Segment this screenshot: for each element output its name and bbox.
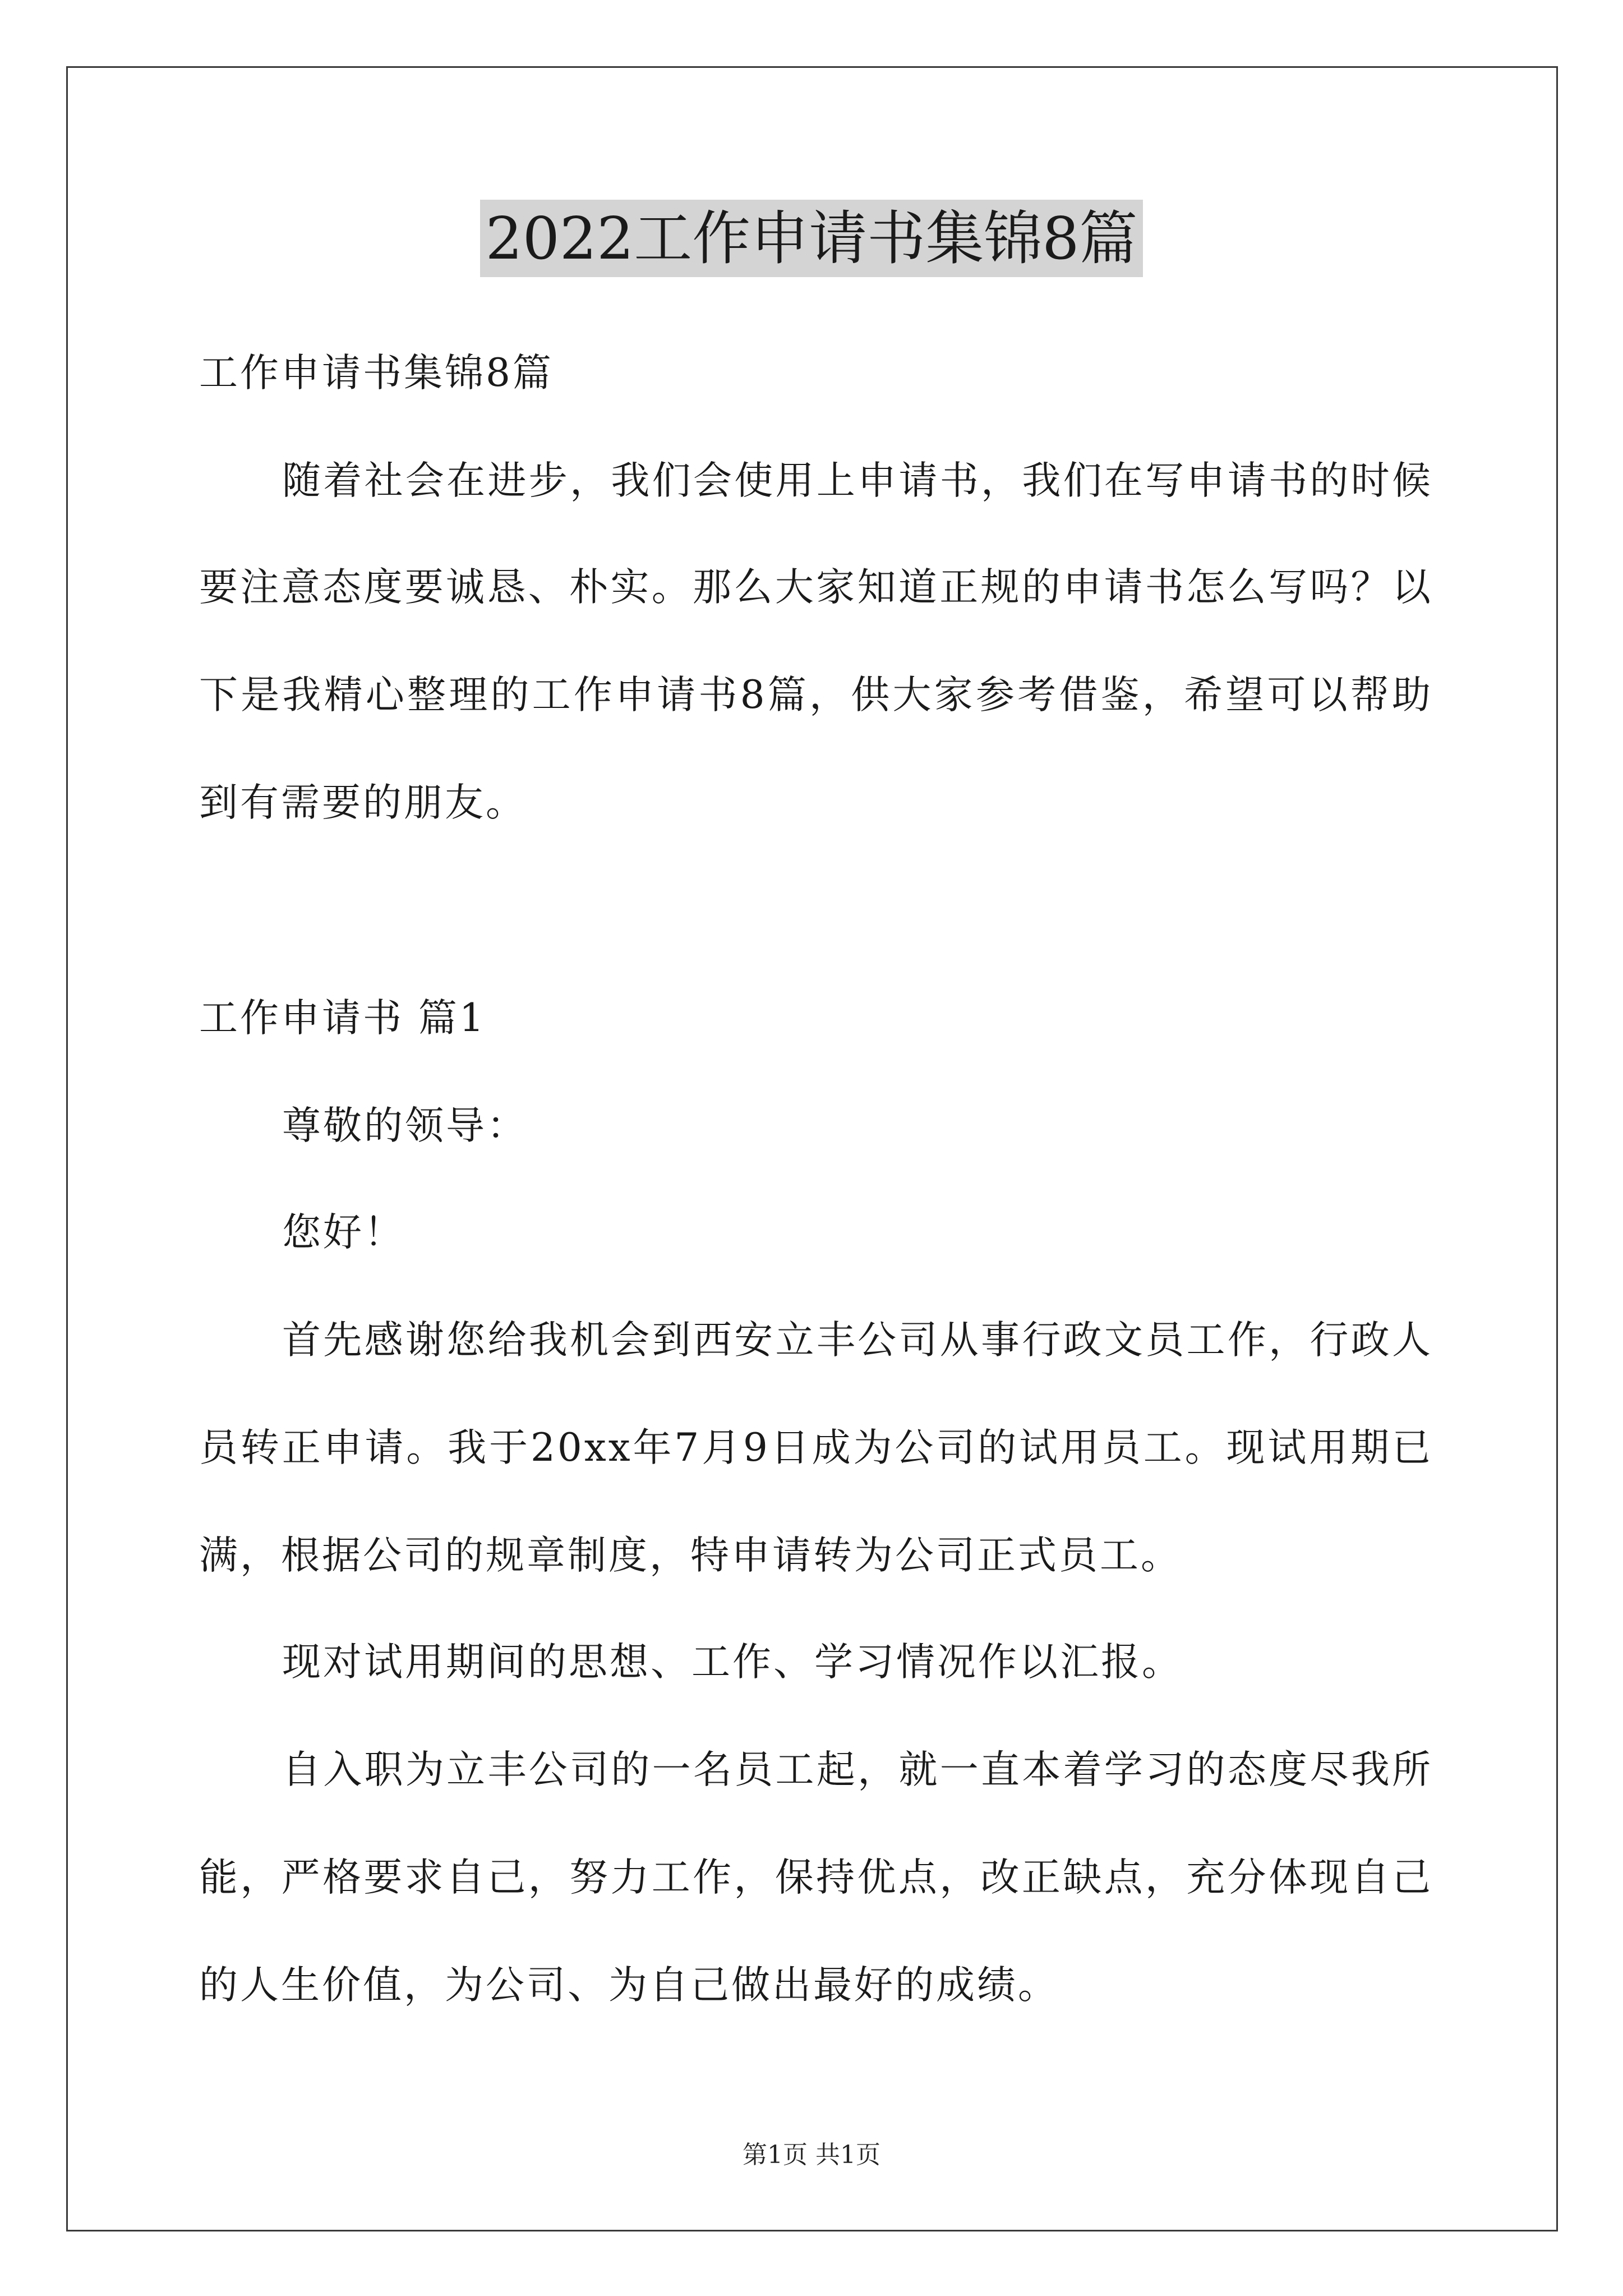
intro-line-2: 要注意态度要诚恳、朴实。那么大家知道正规的申请书怎么写吗？以	[199, 565, 1433, 610]
paragraph-3-line-3: 的人生价值，为公司、为自己做出最好的成绩。	[199, 1963, 1059, 2008]
greeting: 您好！	[282, 1210, 405, 1255]
intro-line-1: 随着社会在进步，我们会使用上申请书，我们在写申请书的时候	[282, 458, 1433, 503]
document-title-text: 2022工作申请书集锦8篇	[480, 200, 1144, 277]
salutation: 尊敬的领导：	[282, 1103, 528, 1148]
paragraph-3-line-2: 能，严格要求自己，努力工作，保持优点，改正缺点，充分体现自己	[199, 1855, 1433, 1900]
intro-line-4: 到有需要的朋友。	[199, 780, 527, 825]
paragraph-1-line-3: 满，根据公司的规章制度，特申请转为公司正式员工。	[199, 1533, 1182, 1578]
document-title	[0, 196, 1623, 280]
paragraph-1-line-1: 首先感谢您给我机会到西安立丰公司从事行政文员工作，行政人	[282, 1318, 1433, 1363]
page-footer: 第1页 共1页	[743, 2141, 880, 2169]
paragraph-3-line-1: 自入职为立丰公司的一名员工起，就一直本着学习的态度尽我所	[282, 1747, 1433, 1792]
paragraph-1-line-2: 员转正申请。我于20xx年7月9日成为公司的试用员工。现试用期已	[199, 1425, 1433, 1470]
document-subtitle: 工作申请书集锦8篇	[199, 351, 554, 395]
intro-line-3: 下是我精心整理的工作申请书8篇，供大家参考借鉴，希望可以帮助	[199, 673, 1433, 717]
paragraph-2-line-1: 现对试用期间的思想、工作、学习情况作以汇报。	[282, 1640, 1183, 1685]
section-heading: 工作申请书 篇1	[199, 996, 486, 1041]
